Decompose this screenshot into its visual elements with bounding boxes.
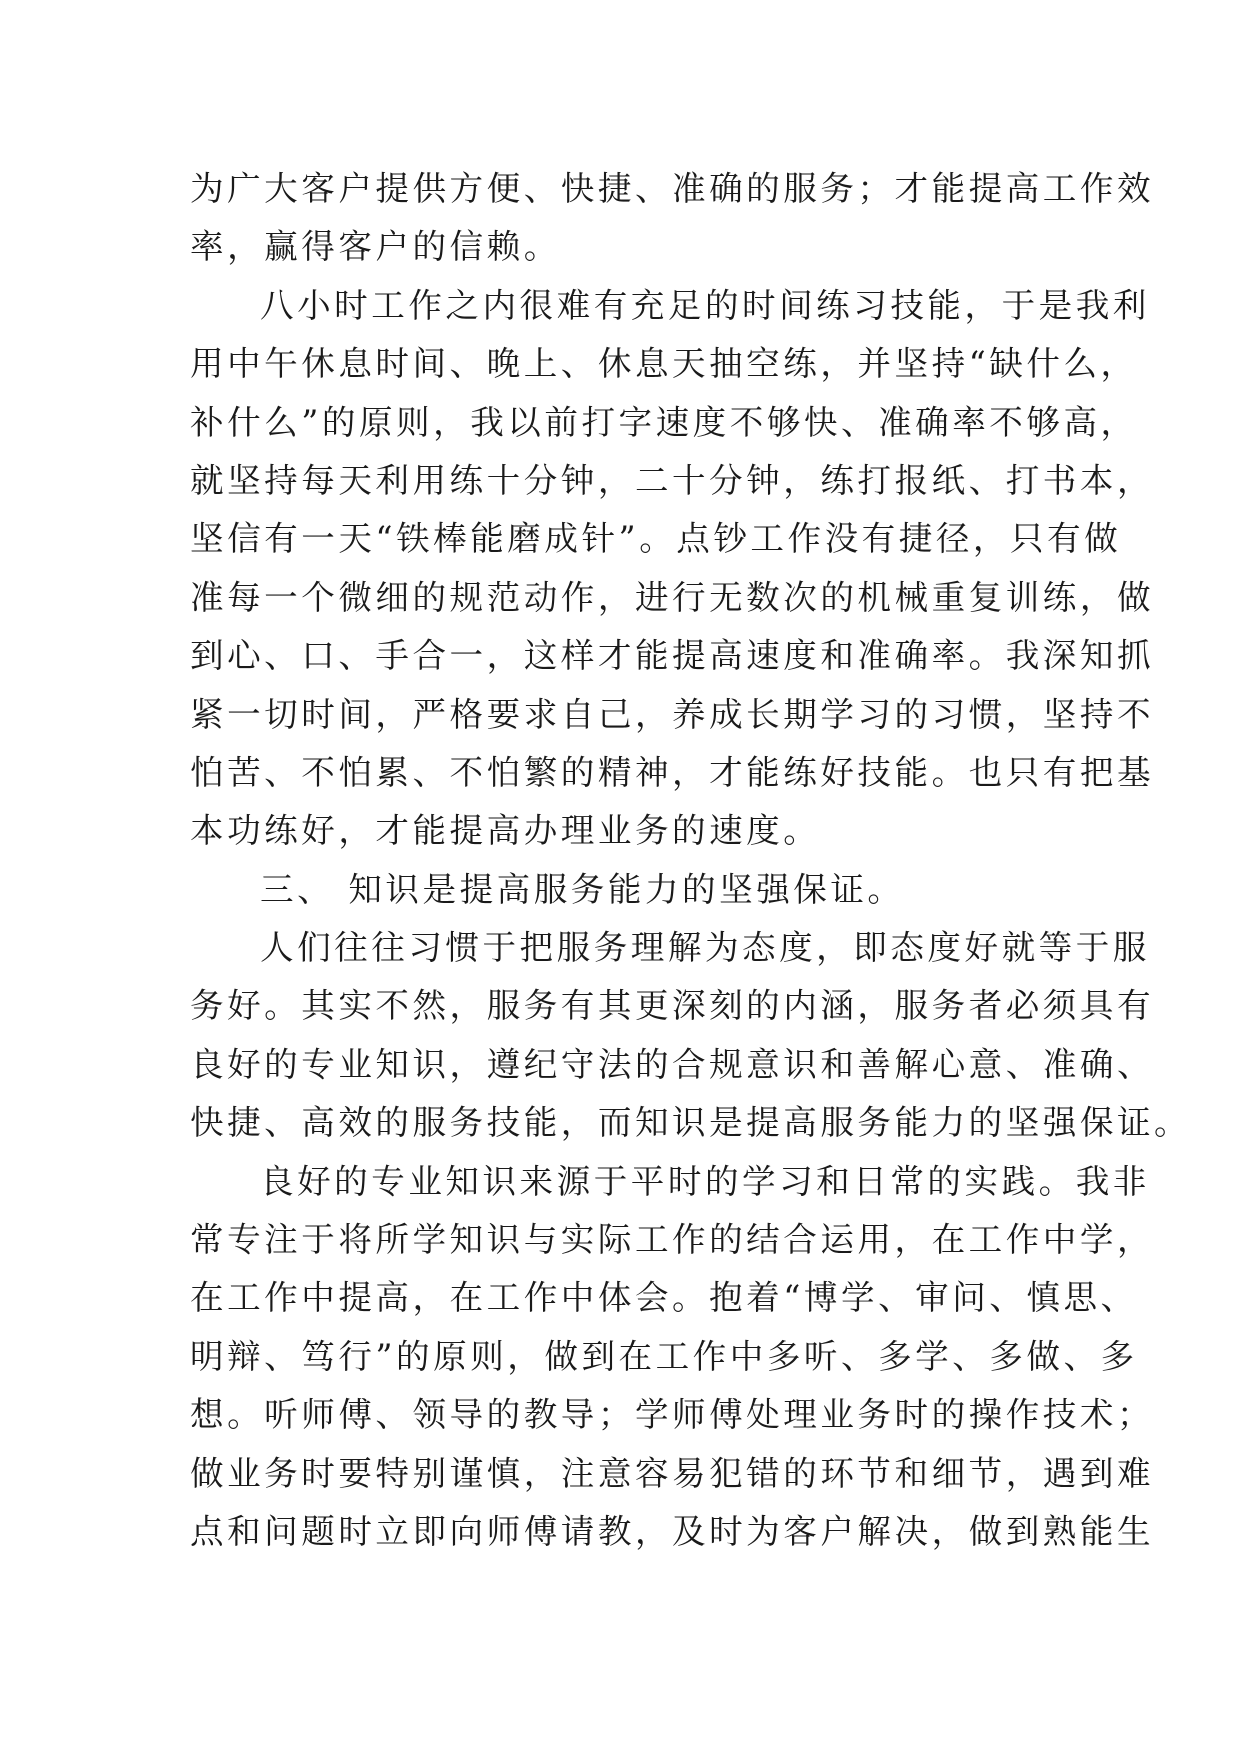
text-line: 良好的专业知识来源于平时的学习和日常的实践。我非 bbox=[260, 1161, 1150, 1201]
text-line: 紧一切时间，严格要求自己，养成长期学习的习惯，坚持不 bbox=[190, 694, 1155, 734]
text-line: 怕苦、不怕累、不怕繁的精神，才能练好技能。也只有把基 bbox=[190, 752, 1155, 792]
text-line: 做业务时要特别谨慎，注意容易犯错的环节和细节，遇到难 bbox=[190, 1453, 1155, 1493]
document-body bbox=[190, 160, 1192, 1561]
text-line: 八小时工作之内很难有充足的时间练习技能，于是我利 bbox=[260, 285, 1150, 325]
text-line: 明辩、笃行”的原则，做到在工作中多听、多学、多做、多 bbox=[190, 1336, 1138, 1376]
text-line: 为广大客户提供方便、快捷、准确的服务；才能提高工作效 bbox=[190, 169, 1155, 208]
section-heading: 三、 知识是提高服务能力的坚强保证。 bbox=[260, 869, 905, 909]
text-line: 人们往往习惯于把服务理解为态度，即态度好就等于服 bbox=[260, 928, 1150, 968]
text-line: 点和问题时立即向师傅请教，及时为客户解决，做到熟能生 bbox=[190, 1511, 1155, 1551]
text-line: 到心、口、手合一，这样才能提高速度和准确率。我深知抓 bbox=[190, 636, 1155, 676]
text-line: 良好的专业知识，遵纪守法的合规意识和善解心意、准确、 bbox=[190, 1044, 1155, 1084]
text-line: 补什么”的原则，我以前打字速度不够快、准确率不够高， bbox=[190, 402, 1138, 442]
text-line: 常专注于将所学知识与实际工作的结合运用，在工作中学， bbox=[190, 1220, 1155, 1260]
text-line: 用中午休息时间、晚上、休息天抽空练，并坚持“缺什么， bbox=[190, 344, 1138, 384]
text-line: 就坚持每天利用练十分钟，二十分钟，练打报纸、打书本， bbox=[190, 460, 1155, 500]
text-line: 率，赢得客户的信赖。 bbox=[190, 227, 561, 267]
text-line: 准每一个微细的规范动作，进行无数次的机械重复训练，做 bbox=[190, 577, 1155, 617]
text-line: 坚信有一天“铁棒能磨成针”。点钞工作没有捷径，只有做 bbox=[190, 519, 1122, 559]
text-line: 在工作中提高，在工作中体会。抱着“博学、审问、慎思、 bbox=[190, 1278, 1138, 1318]
text-line: 想。听师傅、领导的教导；学师傅处理业务时的操作技术； bbox=[190, 1395, 1155, 1435]
text-line: 本功练好，才能提高办理业务的速度。 bbox=[190, 811, 821, 851]
text-line: 务好。其实不然，服务有其更深刻的内涵，服务者必须具有 bbox=[190, 986, 1155, 1026]
text-line: 快捷、高效的服务技能，而知识是提高服务能力的坚强保证。 bbox=[190, 1103, 1192, 1143]
